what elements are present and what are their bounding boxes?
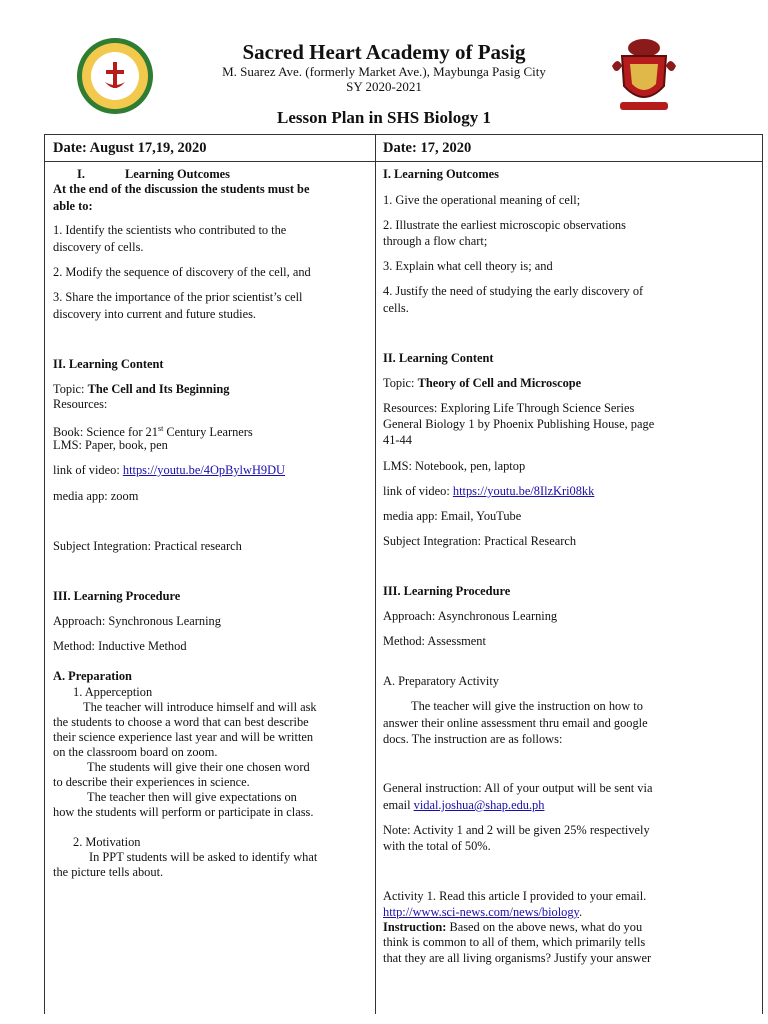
left-prep-line-2: the students to choose a word that can best describe — [53, 715, 309, 729]
left-lo-intro-1: At the end of the discussion the students must be — [53, 182, 310, 196]
right-media: media app: Email, YouTube — [383, 509, 522, 523]
right-video: link of video: https://youtu.be/8IlzKri08kk — [383, 484, 595, 498]
left-prep-line-4: on the classroom board on zoom. — [53, 745, 218, 759]
right-video-link[interactable]: https://youtu.be/8IlzKri08kk — [452, 484, 595, 498]
left-prep-line-8: how the students will perform or participate in class. — [53, 805, 314, 819]
teacher-email-link[interactable]: vidal.joshua@shap.edu.ph — [413, 798, 545, 812]
left-motivation-line-1: In PPT students will be asked to identify what — [89, 850, 318, 864]
right-teacher-line-1: The teacher will give the instruction on how to — [411, 699, 643, 713]
left-lo-3b: discovery into current and future studies. — [53, 307, 257, 321]
left-lms: LMS: Paper, book, pen — [53, 438, 168, 452]
right-lo-1: 1. Give the operational meaning of cell; — [383, 193, 581, 207]
right-instruction-1: Instruction: Based on the above news, what do you — [383, 920, 643, 934]
right-teacher-line-3: docs. The instruction are as follows: — [383, 732, 563, 746]
left-prep-line-5: The students will give their one chosen word — [87, 760, 310, 774]
left-lo-1a: 1. Identify the scientists who contributed to the — [53, 223, 287, 237]
right-article-line: http://www.sci-news.com/news/biology. — [383, 905, 583, 919]
right-note-1: Note: Activity 1 and 2 will be given 25% respectively — [383, 823, 650, 837]
left-lc-heading: II. Learning Content — [53, 357, 164, 371]
right-lo-2b: through a flow chart; — [383, 234, 488, 248]
lesson-plan-title: Lesson Plan in SHS Biology 1 — [277, 108, 491, 127]
right-lc-heading: II. Learning Content — [383, 351, 494, 365]
right-note-2: with the total of 50%. — [383, 839, 491, 853]
left-apperception: 1. Apperception — [73, 685, 153, 699]
school-name: Sacred Heart Academy of Pasig — [242, 40, 526, 64]
right-instruction-2: think is common to all of them, which primarily tells — [383, 935, 646, 949]
school-year: SY 2020-2021 — [346, 79, 422, 94]
left-lo-intro-2: able to: — [53, 199, 93, 213]
left-lo-heading: Learning Outcomes — [125, 167, 230, 181]
left-lp-heading: III. Learning Procedure — [53, 589, 181, 603]
right-teacher-line-2: answer their online assessment thru email and google — [383, 716, 648, 730]
left-prep-line-7: The teacher then will give expectations on — [87, 790, 297, 804]
left-video-link[interactable]: https://youtu.be/4OpBylwH9DU — [122, 463, 285, 477]
left-integration: Subject Integration: Practical research — [53, 539, 242, 553]
left-lo-2: 2. Modify the sequence of discovery of the cell, and — [53, 265, 311, 279]
right-resources-2: General Biology 1 by Phoenix Publishing House, page — [383, 417, 655, 431]
school-address: M. Suarez Ave. (formerly Market Ave.), Maybunga Pasig City — [222, 64, 546, 79]
right-lo-3: 3. Explain what cell theory is; and — [383, 259, 553, 273]
right-column-date: Date: 17, 2020 — [383, 140, 472, 156]
right-topic: Topic: Theory of Cell and Microscope — [383, 376, 582, 390]
left-method: Method: Inductive Method — [53, 639, 187, 653]
left-approach: Approach: Synchronous Learning — [53, 614, 221, 628]
right-prep-heading: A. Preparatory Activity — [383, 674, 499, 688]
left-motivation: 2. Motivation — [73, 835, 141, 849]
left-video: link of video: https://youtu.be/4OpBylwH9DU — [53, 463, 285, 477]
right-lo-4b: cells. — [383, 301, 409, 315]
left-resources: Resources: — [53, 397, 108, 411]
right-lo-4a: 4. Justify the need of studying the early discovery of — [383, 284, 644, 298]
left-motivation-line-2: the picture tells about. — [53, 865, 164, 879]
right-resources-3: 41-44 — [383, 433, 412, 447]
right-email-line: email vidal.joshua@shap.edu.ph — [383, 798, 545, 812]
left-topic: Topic: The Cell and Its Beginning — [53, 382, 230, 396]
right-lms: LMS: Notebook, pen, laptop — [383, 459, 526, 473]
column-divider — [375, 134, 376, 1014]
left-lo-1b: discovery of cells. — [53, 240, 144, 254]
left-prep-line-1: The teacher will introduce himself and will ask — [83, 700, 317, 714]
right-resources-1: Resources: Exploring Life Through Science Series — [383, 401, 635, 415]
right-lp-heading: III. Learning Procedure — [383, 584, 511, 598]
left-lo-number: I. — [77, 167, 85, 181]
right-lo-heading: I. Learning Outcomes — [383, 167, 499, 181]
left-lo-3a: 3. Share the importance of the prior scientist’s cell — [53, 290, 303, 304]
right-lo-2a: 2. Illustrate the earliest microscopic observations — [383, 218, 626, 232]
right-method: Method: Assessment — [383, 634, 486, 648]
article-link[interactable]: http://www.sci-news.com/news/biology — [383, 905, 579, 919]
left-media: media app: zoom — [53, 489, 139, 503]
right-general-instruction: General instruction: All of your output will be sent via — [383, 781, 653, 795]
header-row-divider — [44, 161, 763, 162]
right-instruction-3: that they are all living organisms? Justify your answer — [383, 951, 652, 965]
left-prep-line-3: their science experience last year and will be written — [53, 730, 314, 744]
right-approach: Approach: Asynchronous Learning — [383, 609, 558, 623]
left-prep-line-6: to describe their experiences in science. — [53, 775, 250, 789]
left-prep-heading: A. Preparation — [53, 669, 132, 683]
right-integration: Subject Integration: Practical Research — [383, 534, 577, 548]
left-column-date: Date: August 17,19, 2020 — [53, 140, 207, 156]
right-activity-1: Activity 1. Read this article I provided to your email. — [383, 889, 647, 903]
left-book: Book: Science for 21st Century Learners — [53, 424, 253, 440]
